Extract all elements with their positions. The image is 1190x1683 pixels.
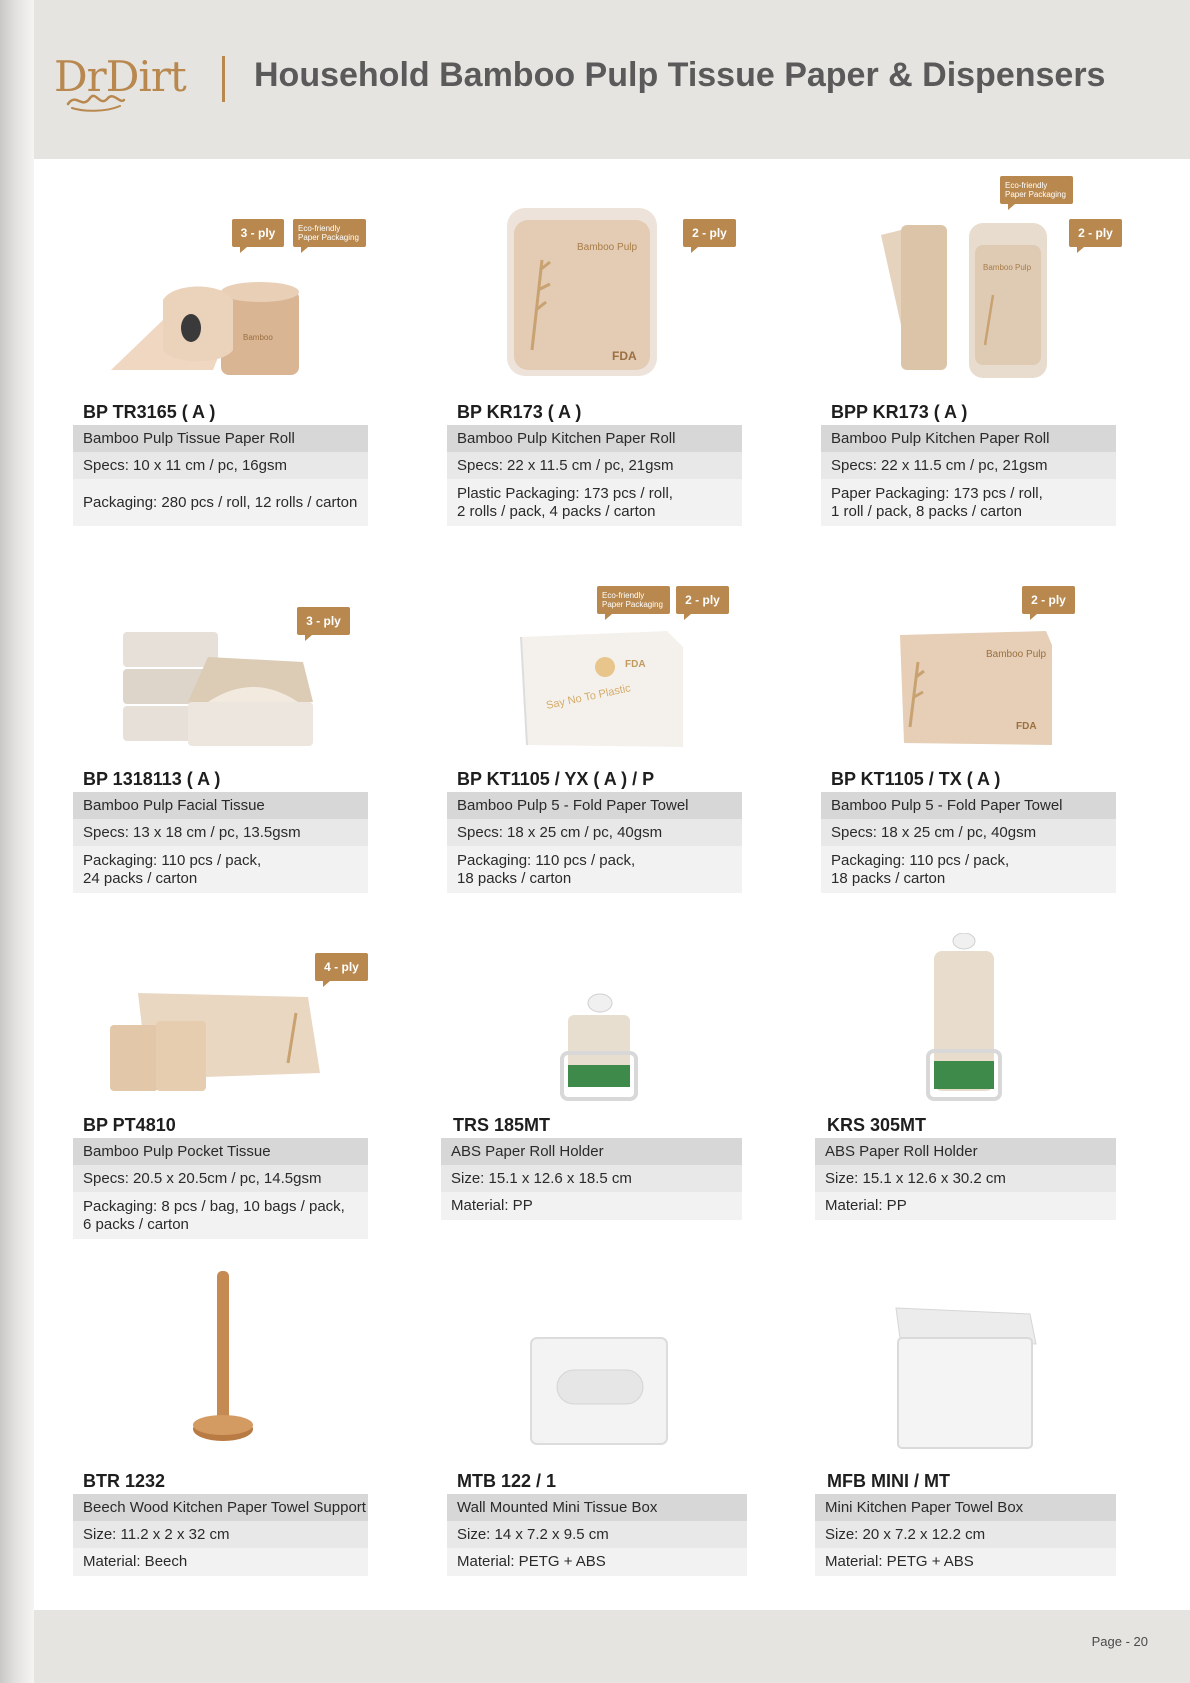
logo-text: DrDirt (54, 52, 186, 101)
page-footer (0, 1610, 1190, 1683)
product-card-bp-kt1105-yx (447, 567, 747, 887)
kitchen-roll-pack-icon (502, 200, 662, 380)
ply-badge: 3 - ply (297, 607, 350, 635)
product-specs: Specs: 20.5 x 20.5cm / pc, 14.5gsm (73, 1165, 368, 1192)
product-packaging (821, 479, 1116, 526)
ply-badge: 4 - ply (315, 953, 368, 981)
product-material (447, 1548, 747, 1576)
product-card-bp-1318113 (73, 567, 373, 887)
eco-packaging-badge (1000, 176, 1073, 204)
product-code: BP KR173 ( A ) (457, 402, 582, 422)
product-specs: Size: 15.1 x 12.6 x 30.2 cm (815, 1165, 1116, 1192)
packaging-text: Packaging: 280 pcs / roll, 12 rolls / carton (83, 493, 358, 511)
page-number: Page - 20 (1091, 1634, 1148, 1649)
facial-tissue-boxes-icon (118, 622, 318, 757)
material-text: Material: PP (451, 1197, 533, 1214)
product-details (73, 425, 368, 526)
product-specs: Size: 20 x 7.2 x 12.2 cm (815, 1521, 1116, 1548)
roll-holder-tall-icon (920, 933, 1010, 1103)
product-packaging (73, 846, 368, 893)
svg-text:Bamboo Pulp: Bamboo Pulp (986, 649, 1047, 660)
product-details (447, 1494, 747, 1576)
page-spine-shadow (0, 0, 34, 1683)
eco-badge-line2: Paper Packaging (298, 233, 359, 242)
packaging-text: Packaging: 110 pcs / pack, 24 packs / carton (83, 851, 262, 887)
product-specs: Specs: 18 x 25 cm / pc, 40gsm (447, 819, 742, 846)
product-material (441, 1192, 742, 1220)
wooden-towel-stand-icon (183, 1269, 263, 1444)
product-card-bpp-kr173 (821, 181, 1121, 520)
paper-towel-pack-white-icon (517, 627, 687, 752)
product-card-btr-1232 (73, 1269, 373, 1570)
product-code: KRS 305MT (827, 1115, 927, 1135)
product-details (447, 425, 742, 526)
product-specs: Specs: 10 x 11 cm / pc, 16gsm (73, 452, 368, 479)
kitchen-roll-single-icon (881, 215, 1051, 385)
product-card-mfb-mini (815, 1269, 1115, 1570)
tissue-roll-icon (103, 260, 303, 385)
product-image (815, 1269, 1115, 1469)
ply-badge: 2 - ply (1069, 219, 1122, 247)
svg-text:Bamboo: Bamboo (243, 333, 273, 342)
roll-holder-small-icon (556, 993, 646, 1103)
svg-text:Say No To Plastic: Say No To Plastic (545, 682, 632, 712)
paper-towel-pack-kraft-icon (896, 627, 1056, 752)
product-image (73, 200, 373, 400)
product-details (73, 1494, 368, 1576)
product-code: BTR 1232 (83, 1471, 166, 1491)
product-code: BP KT1105 / YX ( A ) / P (457, 769, 655, 789)
product-code: BP TR3165 ( A ) (83, 402, 216, 422)
product-image (447, 200, 747, 400)
product-card-mtb-122 (447, 1269, 747, 1570)
product-image (821, 181, 1121, 400)
product-material (815, 1548, 1116, 1576)
product-specs: Specs: 18 x 25 cm / pc, 40gsm (821, 819, 1116, 846)
packaging-text: Plastic Packaging: 173 pcs / roll, 2 rolls / pack, 4 packs / carton (457, 484, 673, 520)
eco-badge-line2: Paper Packaging (1005, 190, 1066, 199)
packaging-text: Packaging: 8 pcs / bag, 10 bags / pack, 6 packs / carton (83, 1197, 345, 1233)
product-specs: Size: 11.2 x 2 x 32 cm (73, 1521, 368, 1548)
product-specs: Specs: 13 x 18 cm / pc, 13.5gsm (73, 819, 368, 846)
product-title: Bamboo Pulp 5 - Fold Paper Towel (447, 792, 742, 819)
product-specs: Size: 15.1 x 12.6 x 18.5 cm (441, 1165, 742, 1192)
material-text: Material: Beech (83, 1553, 188, 1570)
product-title: Bamboo Pulp Facial Tissue (73, 792, 368, 819)
product-details (815, 1138, 1116, 1220)
product-title: Bamboo Pulp Kitchen Paper Roll (821, 425, 1116, 452)
svg-text:FDA: FDA (612, 349, 637, 363)
product-details (441, 1138, 742, 1220)
product-title: Wall Mounted Mini Tissue Box (447, 1494, 747, 1521)
product-card-bp-tr3165 (73, 200, 373, 511)
product-packaging (73, 479, 368, 526)
ply-badge: 2 - ply (1022, 586, 1075, 614)
product-title: Mini Kitchen Paper Towel Box (815, 1494, 1116, 1521)
product-image (73, 567, 373, 767)
packaging-text: Packaging: 110 pcs / pack, 18 packs / carton (457, 851, 636, 887)
product-card-bp-kr173 (447, 200, 747, 520)
product-code: BP PT4810 (83, 1115, 176, 1135)
product-material (73, 1548, 368, 1576)
product-image (73, 913, 373, 1113)
material-text: Material: PETG + ABS (825, 1553, 974, 1570)
eco-badge-line1: Eco-friendly (1005, 181, 1048, 190)
product-title: ABS Paper Roll Holder (441, 1138, 742, 1165)
product-details (821, 792, 1116, 893)
product-code: MTB 122 / 1 (457, 1471, 557, 1491)
product-image (441, 913, 741, 1113)
product-specs: Specs: 22 x 11.5 cm / pc, 21gsm (447, 452, 742, 479)
product-details (447, 792, 742, 893)
product-packaging (821, 846, 1116, 893)
product-code: BP KT1105 / TX ( A ) (831, 769, 1001, 789)
product-details (73, 792, 368, 893)
packaging-text: Paper Packaging: 173 pcs / roll, 1 roll / pack, 8 packs / carton (831, 484, 1043, 520)
material-text: Material: PETG + ABS (457, 1553, 606, 1570)
product-title: Bamboo Pulp Tissue Paper Roll (73, 425, 368, 452)
svg-text:FDA: FDA (625, 659, 646, 670)
product-title: Bamboo Pulp 5 - Fold Paper Towel (821, 792, 1116, 819)
eco-packaging-badge (293, 219, 366, 247)
product-details (821, 425, 1116, 526)
svg-text:FDA: FDA (1016, 721, 1037, 732)
packaging-text: Packaging: 110 pcs / pack, 18 packs / carton (831, 851, 1010, 887)
product-code: BP 1318113 ( A ) (83, 769, 221, 789)
wall-tissue-box-icon (527, 1334, 672, 1449)
product-material (815, 1192, 1116, 1220)
product-specs: Specs: 22 x 11.5 cm / pc, 21gsm (821, 452, 1116, 479)
product-packaging (447, 846, 742, 893)
product-code: BPP KR173 ( A ) (831, 402, 968, 422)
product-code: TRS 185MT (453, 1115, 551, 1135)
product-title: Bamboo Pulp Pocket Tissue (73, 1138, 368, 1165)
product-card-krs-305mt (815, 913, 1115, 1214)
paper-towel-box-icon (890, 1304, 1040, 1454)
product-image (447, 567, 747, 767)
product-image (447, 1269, 747, 1469)
product-packaging (73, 1192, 368, 1239)
eco-packaging-badge (597, 586, 670, 614)
eco-badge-line1: Eco-friendly (602, 591, 645, 600)
eco-badge-line1: Eco-friendly (298, 224, 341, 233)
material-text: Material: PP (825, 1197, 907, 1214)
product-card-trs-185mt (441, 913, 741, 1214)
product-details (815, 1494, 1116, 1576)
product-packaging (447, 479, 742, 526)
page-header (0, 0, 1190, 159)
eco-badge-line2: Paper Packaging (602, 600, 663, 609)
product-specs: Size: 14 x 7.2 x 9.5 cm (447, 1521, 747, 1548)
ply-badge: 2 - ply (683, 219, 736, 247)
page-title: Household Bamboo Pulp Tissue Paper & Dispensers (254, 56, 1106, 94)
product-title: ABS Paper Roll Holder (815, 1138, 1116, 1165)
product-image (815, 913, 1115, 1113)
product-card-bp-pt4810 (73, 913, 373, 1233)
header-divider (222, 56, 225, 102)
ply-badge: 3 - ply (232, 219, 284, 247)
pocket-tissue-icon (108, 983, 328, 1098)
product-image (821, 567, 1121, 767)
svg-text:Bamboo Pulp: Bamboo Pulp (983, 263, 1032, 272)
product-image (73, 1269, 373, 1469)
product-details (73, 1138, 368, 1239)
logo-swoosh-icon (66, 88, 126, 112)
product-title: Beech Wood Kitchen Paper Towel Support (73, 1494, 368, 1521)
drdirt-logo (54, 52, 204, 122)
product-title: Bamboo Pulp Kitchen Paper Roll (447, 425, 742, 452)
svg-text:Bamboo Pulp: Bamboo Pulp (577, 242, 638, 253)
product-code: MFB MINI / MT (827, 1471, 950, 1491)
product-card-bp-kt1105-tx (821, 567, 1121, 887)
ply-badge: 2 - ply (676, 586, 729, 614)
